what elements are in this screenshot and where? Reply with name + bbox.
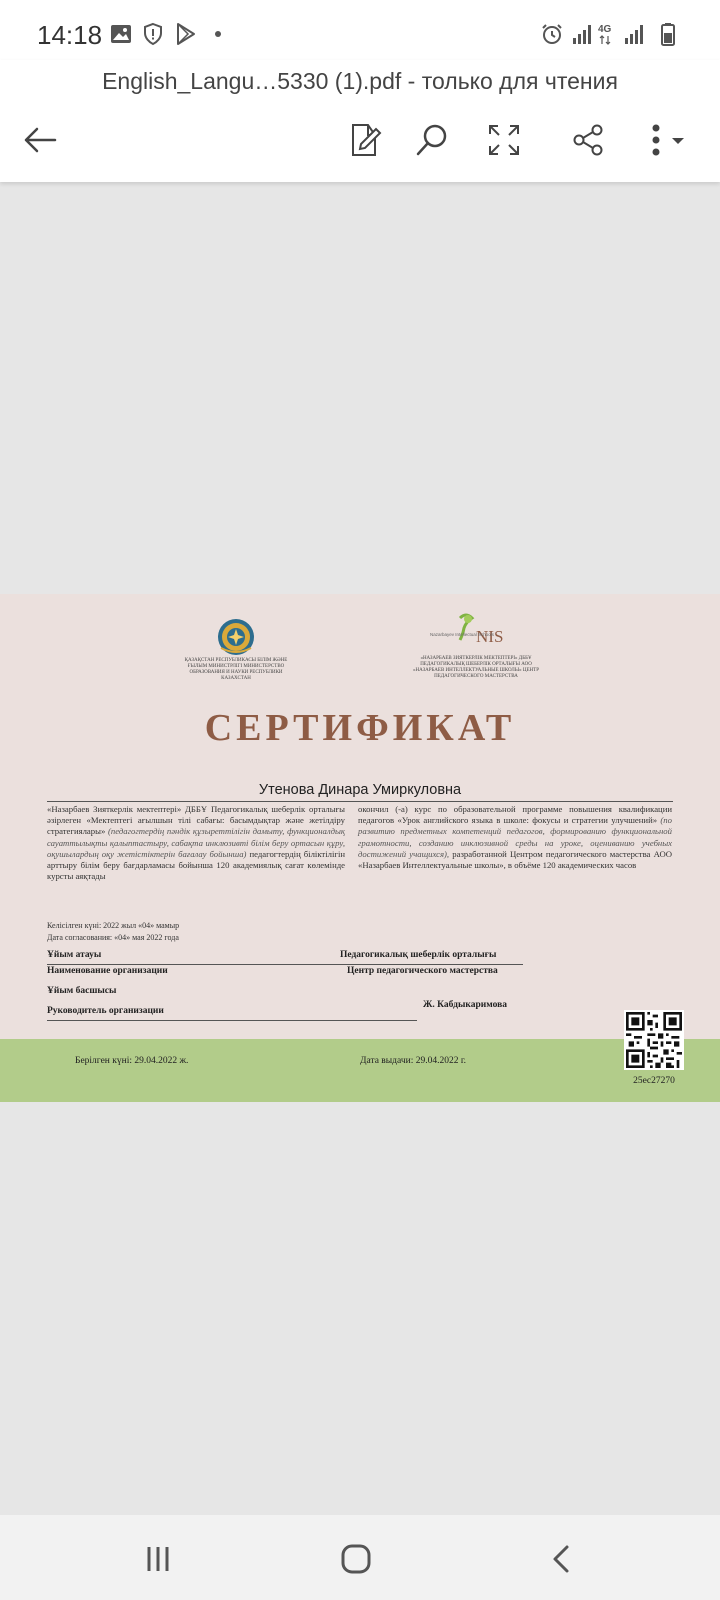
head-label-ru: Руководитель организации (47, 1006, 164, 1016)
qr-code-icon (626, 1012, 682, 1068)
head-label-kz: Ұйым басшысы (47, 986, 117, 996)
qr-code (624, 1010, 684, 1070)
shield-alert-icon (141, 22, 165, 46)
certificate-title: СЕРТИФИКАТ (204, 707, 516, 749)
network-label: 4G (598, 24, 612, 35)
back-nav-button[interactable] (540, 1537, 584, 1581)
back-arrow-icon (22, 125, 58, 155)
agreement-dates (47, 920, 179, 944)
text-kz-2: (педагогтердің пәндік құзыреттілігін дамыту, функционалдық сауаттылықты қалыптастыру, сабақта инклюзивті білім беру ортасын құру, оқушылардың оқу жетістіктерін бағалау бойынша) (47, 826, 345, 859)
nis-logo-icon (430, 612, 522, 654)
kazakhstan-emblem-icon (217, 618, 255, 656)
head-value: Ж. Кабдыкаримова (423, 1000, 507, 1010)
org-line (47, 964, 523, 965)
app-toolbar (0, 60, 720, 182)
org-value-ru: Центр педагогического мастерства (347, 966, 498, 976)
issued-date-kz: Берілген күні: 29.04.2022 ж. (75, 1056, 189, 1066)
document-title: English_Langu…5330 (1).pdf - только для чтения (102, 68, 618, 94)
org-label-ru: Наименование организации (47, 966, 168, 976)
home-icon (340, 1543, 372, 1575)
edit-button[interactable] (343, 118, 387, 162)
edit-icon (348, 122, 382, 158)
image-icon (109, 22, 133, 46)
battery-icon (656, 22, 680, 46)
org-value-kz: Педагогикалық шеберлік орталығы (340, 950, 497, 960)
text-ru-1: окончил (-а) курс по образовательной программе повышения квалификации педагогов «Урок английского языка в школе: фокусы и стратегии улучшений» (358, 804, 672, 826)
agreed-date-kz: Келісілген күні: 2022 жыл «04» мамыр (47, 921, 180, 930)
nis-organization-name: «НАЗАРБАЕВ ЗИЯТКЕРЛІК МЕКТЕПТЕРІ» ДББҰ ПЕДАГОГИКАЛЫҚ ШЕБЕРЛІК ОРТАЛЫҒЫ АОО «НАЗАРБАЕВ ИНТЕЛЛЕКТУАЛЬНЫЕ ШКОЛЫ» ЦЕНТР ПЕДАГОГИЧЕСКОГО МАСТЕРСТВА (412, 656, 539, 679)
issued-date-ru: Дата выдачи: 29.04.2022 г. (360, 1056, 467, 1066)
certificate-text-kz (47, 804, 345, 882)
certificate-page[interactable] (0, 594, 720, 1102)
more-options-icon (644, 123, 694, 157)
recent-apps-button[interactable] (136, 1537, 180, 1581)
search-icon (414, 122, 450, 158)
recipient-name: Утенова Динара Умиркуловна (258, 782, 462, 798)
nis-label: NIS (476, 627, 504, 646)
qr-code-id: 25ec27270 (633, 1076, 675, 1086)
4g-icon (598, 22, 614, 46)
alarm-icon (540, 22, 564, 46)
share-button[interactable] (566, 118, 610, 162)
fullscreen-icon (487, 123, 521, 157)
system-nav-bar (0, 1515, 720, 1600)
text-kz-1: «Назарбаев Зияткерлік мектептері» ДББҰ Педагогикалық шеберлік орталығы әзірлеген «Мектептегі ағылшын тілі сабағы: басымдықтар және жетілдіру стратегиялары» (47, 804, 345, 837)
text-ru-2: (по развитию предметных компетенций педагогов, формированию функциональной грамотности, созданию инклюзивной среды на уроке, оцениванию учебных достижений учащихся), (358, 815, 672, 859)
back-icon (547, 1544, 577, 1574)
nis-sub: Nazarbayev Intellectual Schools (430, 632, 495, 637)
share-icon (571, 123, 605, 157)
signal-icon (570, 22, 594, 46)
back-button[interactable] (18, 118, 62, 162)
ministry-name: ҚАЗАҚСТАН РЕСПУБЛИКАСЫ БІЛІМ ЖӘНЕ ҒЫЛЫМ МИНИСТРЛІГІ МИНИСТЕРСТВО ОБРАЗОВАНИЯ И НАУКИ РЕСПУБЛИКИ КАЗАХСТАН (184, 658, 288, 681)
text-kz-3: педагогтердің біліктілігін арттыру білім беру бағдарламасы бойынша 120 академиялық сағат көлемінде курсты аяқтады (47, 848, 346, 882)
head-line (47, 1020, 417, 1021)
dot-icon (208, 22, 232, 46)
fullscreen-button[interactable] (482, 118, 526, 162)
name-underline (47, 801, 673, 802)
more-options-button[interactable] (640, 118, 698, 162)
org-label-kz: Ұйым атауы (47, 950, 102, 960)
search-button[interactable] (410, 118, 454, 162)
recent-apps-icon (143, 1544, 173, 1574)
certificate-bottom-band (0, 1039, 720, 1102)
certificate-text-ru (358, 804, 672, 871)
play-store-icon (174, 22, 198, 46)
agreed-date-ru: Дата согласования: «04» мая 2022 года (47, 933, 179, 942)
text-ru-3: разработанной Центром педагогического мастерства АОО «Назарбаев Интеллектуальные школы», в объёме 120 академических часов (358, 848, 672, 871)
home-button[interactable] (334, 1537, 378, 1581)
status-time: 14:18 (37, 20, 103, 50)
signal-icon-2 (622, 22, 646, 46)
